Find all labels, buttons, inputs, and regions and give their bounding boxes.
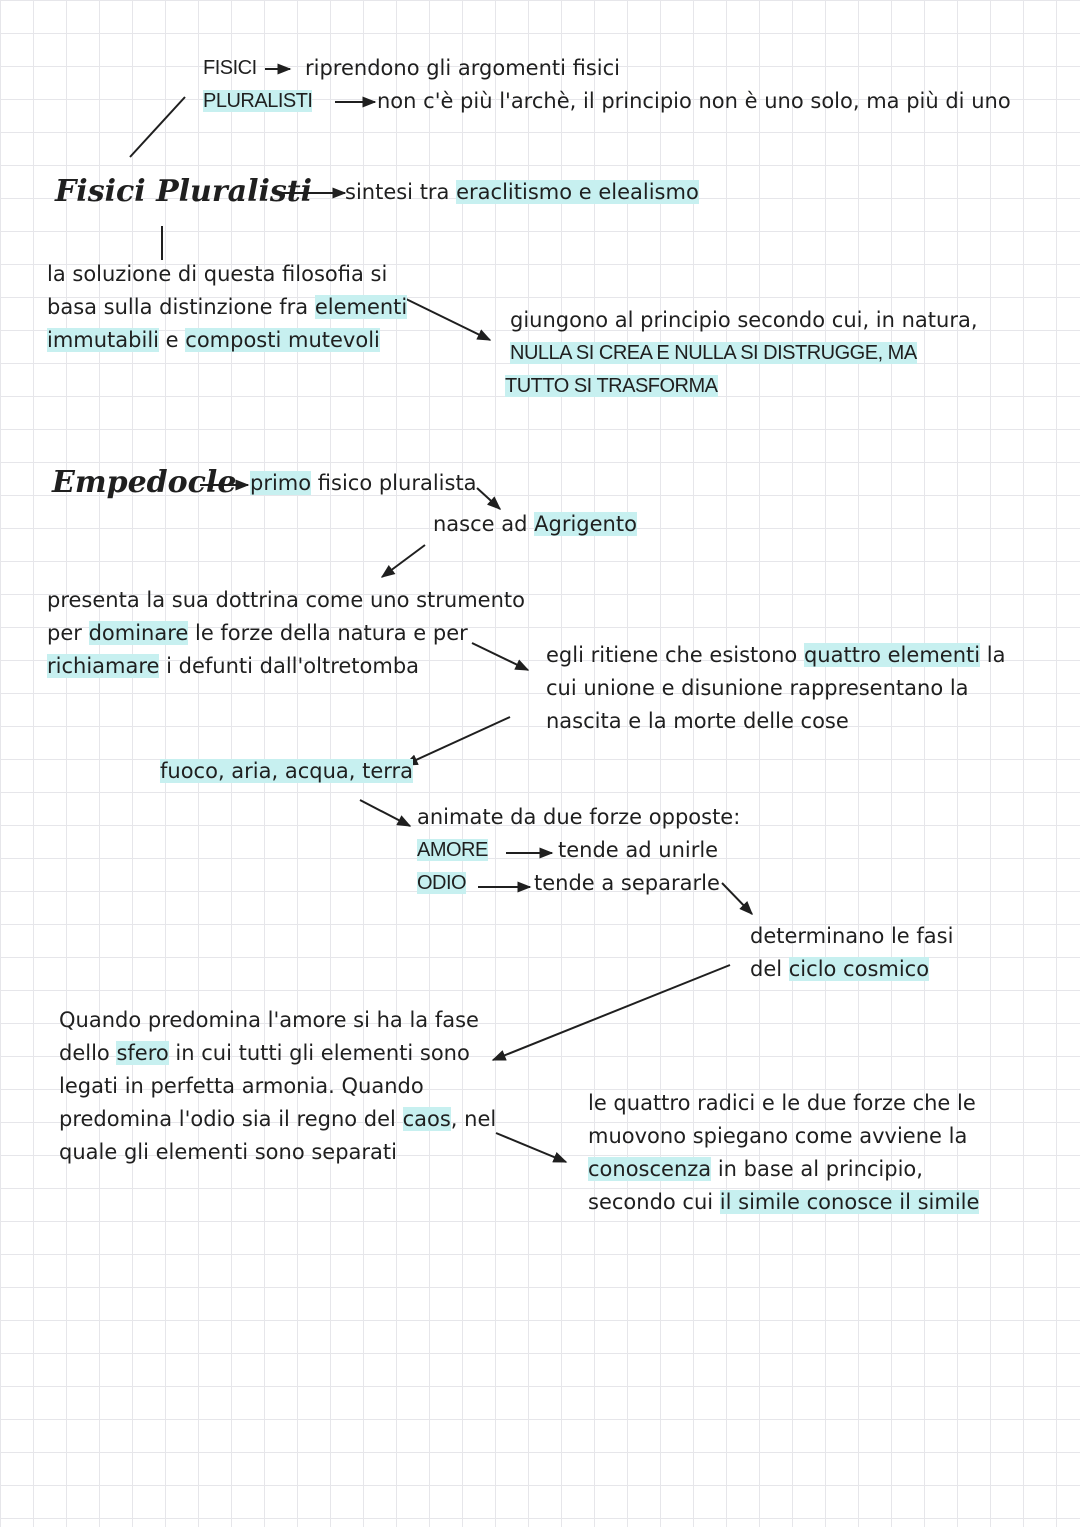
solution-line-3: immutabili e composti mutevoli [47,328,380,352]
knowledge-line-2: muovono spiegano come avviene la [588,1124,968,1148]
elements-line-3: nascita e la morte delle cose [546,709,849,733]
text-first-pluralist: primo fisico pluralista [250,471,477,495]
text-synthesis: sintesi tra eraclitismo e elealismo [345,180,699,204]
cycle-line-3: legati in perfetta armonia. Quando [59,1074,424,1098]
cycle-line-1: Quando predomina l'amore si ha la fase [59,1008,479,1032]
arrow-to-phases [722,883,752,914]
text-pluralisti: non c'è più l'archè, il principio non è uno solo, ma più di uno [377,89,1011,113]
phases-line-2: del ciclo cosmico [750,957,930,981]
text-fisici: riprendono gli argomenti fisici [305,56,621,80]
title-fisici-pluralisti: Fisici Pluralisti [55,174,313,209]
principle-line-1: giungono al principio secondo cui, in natura, [510,308,978,332]
arrow-to-elements [472,643,528,670]
knowledge-line-3: conoscenza in base al principio, [588,1157,923,1181]
arrow-to-four-elements [405,717,510,765]
arrow-to-forces [360,800,410,826]
cycle-line-2: dello sfero in cui tutti gli elementi sono [59,1041,470,1065]
forces-intro: animate da due forze opposte: [417,805,741,829]
knowledge-line-4: secondo cui il simile conosce il simile [588,1190,980,1214]
text-amore: tende ad unirle [558,838,719,862]
line-diagonal-header [130,97,185,157]
doctrine-line-3: richiamare i defunti dall'oltretomba [47,654,420,678]
arrow-to-cycle [493,965,730,1060]
text-odio: tende a separarle [534,871,720,895]
knowledge-line-1: le quattro radici e le due forze che le [588,1091,976,1115]
label-pluralisti: PLURALISTI [203,90,313,112]
cycle-line-4: predomina l'odio sia il regno del caos, nel [59,1107,497,1131]
arrow-to-doctrine [382,545,425,577]
arrow-to-agrigento [477,488,500,509]
label-amore: AMORE [417,839,488,861]
principle-line-3: TUTTO SI TRASFORMA [505,375,718,397]
principle-line-2: NULLA SI CREA E NULLA SI DISTRUGGE, MA [510,342,917,364]
solution-line-2: basa sulla distinzione fra elementi [47,295,408,319]
doctrine-line-2: per dominare le forze della natura e per [47,621,468,645]
solution-line-1: la soluzione di questa filosofia si [47,262,388,286]
cycle-line-5: quale gli elementi sono separati [59,1140,397,1164]
label-fisici: FISICI [203,57,257,79]
arrow-to-knowledge [496,1133,566,1162]
text-born: nasce ad Agrigento [433,512,637,536]
elements-line-1: egli ritiene che esistono quattro elementi la [546,643,1006,667]
elements-line-2: cui unione e disunione rappresentano la [546,676,969,700]
arrow-to-principle [402,297,490,340]
label-odio: ODIO [417,872,467,894]
title-empedocle: Empedocle [52,465,237,500]
phases-line-1: determinano le fasi [750,924,954,948]
doctrine-line-1: presenta la sua dottrina come uno strumento [47,588,525,612]
four-elements: fuoco, aria, acqua, terra [160,759,414,783]
